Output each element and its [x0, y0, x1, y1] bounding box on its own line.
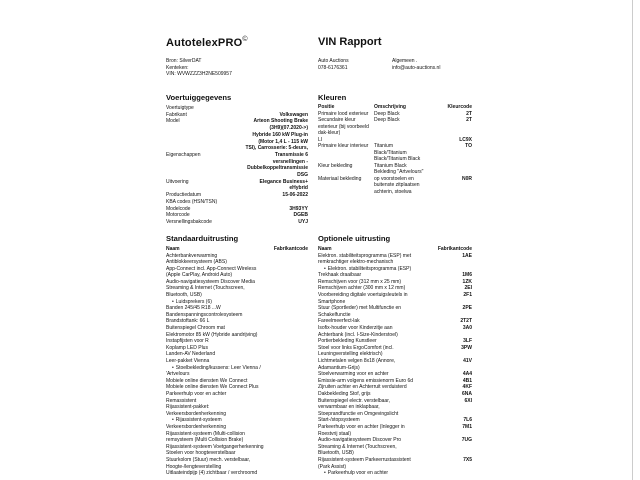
- optional-row: [318, 457, 472, 470]
- colors-section-title: Kleuren: [318, 93, 347, 102]
- standard-row: [166, 312, 308, 319]
- optional-row: [318, 384, 472, 391]
- standard-item-name: • Rijassistent-systeem Verkeersbordenherkenning: [166, 417, 226, 430]
- vehicle-value: Transmissie 6 versnellingen - Dubbelkoppeltransmissie DSG: [247, 151, 308, 179]
- vehicle-key: Versnellingsbakcode: [166, 218, 212, 225]
- colors-row: [318, 143, 472, 163]
- standard-row: [166, 444, 308, 451]
- vehicle-row: [166, 199, 308, 206]
- standard-item-name: Remassistent: [166, 397, 197, 404]
- optional-item-name: • Elektron. stabiliteitsprogramma (ESP): [318, 266, 411, 273]
- optional-item-code: 1ZK: [462, 278, 472, 285]
- vehicle-key: Fabrikant: [166, 111, 187, 118]
- standard-row: [166, 285, 308, 298]
- optional-item-name: Stoelverwarming voor en achter: [318, 371, 389, 378]
- vehicle-value: Volkswagen: [279, 111, 308, 118]
- standard-row: [166, 345, 308, 352]
- standard-row: [166, 384, 308, 391]
- colors-cell-o: Titanium Black/Titanium Black/Titanium Black: [374, 143, 421, 162]
- standard-item-name: Stuurkolom (Stuur) mech. verstelbaar, Hoogte-/lengteverstelling: [166, 456, 251, 470]
- optional-item-code: 4KF: [462, 384, 472, 391]
- standard-item-name: Achterbankverwarming: [166, 252, 218, 259]
- standard-item-name: Elektromotor 85 kW (Hybride aandrijving): [166, 331, 258, 338]
- optional-item-code: 7UG: [461, 437, 472, 444]
- standard-row: [166, 411, 308, 418]
- dealer-info: [318, 58, 398, 71]
- standard-item-name: Uitlaateindpijp (4) zichtbaar / verchroomd: [166, 470, 258, 477]
- vehicle-key: Eigenschappen: [166, 151, 201, 158]
- standard-item-name: Bandenspanningscontrolesysteem: [166, 311, 243, 318]
- optional-item-name: Fareelmeerfect-lak: [318, 318, 360, 325]
- vehicle-key: KBA codes (HSN/TSN): [166, 198, 218, 205]
- standard-item-name: Banden 245/45 R18 ...W: [166, 305, 221, 312]
- vehicle-value: Arteon Shooting Brake (3H9)(07.2020->) Hybride 160 kW Plug-in (Motor 1,4 L - 115 kW TSI), Carrosserie: 5-deurs,: [245, 118, 308, 152]
- optional-item-code: 7X5: [463, 456, 472, 463]
- optional-item-name: Zijruiten achter en Achterruit verduisterd: [318, 384, 407, 391]
- contact-line: info@auto-auctions.nl: [392, 64, 441, 71]
- colors-cell-p: Kleur bekleding: [318, 162, 353, 169]
- optional-row: [318, 318, 472, 325]
- meta-line: Bron: SilverDAT: [166, 58, 202, 64]
- standard-item-name: Verkeersbordenherkenning: [166, 410, 227, 417]
- colors-header-cell: Omschrijving: [374, 104, 406, 110]
- vehicle-key: Uitvoering: [166, 178, 189, 185]
- colors-cell-c: 2T: [466, 117, 472, 123]
- optional-row: [318, 253, 472, 266]
- optional-item-name: Portierbekleding Kunstleer: [318, 338, 377, 345]
- optional-row: [318, 272, 472, 279]
- source-meta: [166, 58, 306, 78]
- standard-item-name: Rijassistent-systeem (Multi-collision remsysteem (Multi Collision Brake): [166, 430, 245, 444]
- optional-row: [318, 325, 472, 338]
- standard-row: [166, 431, 308, 444]
- standard-item-name: Koplamp LED Plus: [166, 344, 208, 351]
- optional-item-code: 1M6: [462, 272, 472, 279]
- vehicle-value: 15-06-2022: [282, 192, 308, 199]
- contact-line: Algemeen .: [392, 58, 418, 64]
- optional-item-name: Audio-navigatiesysteem Discover Pro Streaming & Internet (Touchscreen, Bluetooth, USB): [318, 437, 402, 457]
- colors-cell-c: TO: [465, 143, 472, 149]
- standard-item-name: Stoelen voor hoogteverstelbaar: [166, 450, 236, 457]
- vehicle-value: DGEB: [293, 212, 308, 219]
- optional-row: [318, 279, 472, 286]
- vehicle-key: Voertuigtype: [166, 105, 194, 111]
- optional-item-code: 7M1: [462, 423, 472, 430]
- standard-row: [166, 338, 308, 345]
- optional-item-name: Trekhaak draaibaar: [318, 272, 362, 279]
- vehicle-row: [166, 152, 308, 179]
- optional-item-name: Buitenspiegel electr. verstelbaar, verwarmbaar en inklapbaar, Stoeprandfunctie en Omgevingslicht: [318, 397, 399, 417]
- standard-item-name: Landen-AV Nederland: [166, 351, 216, 358]
- optional-row: [318, 305, 472, 318]
- colors-cell-p: Primaire kleur interieur: [318, 143, 369, 149]
- standard-row: [166, 266, 308, 279]
- optional-item-name: Dakbekleding Stof, grijs: [318, 390, 371, 397]
- brand-title: AutotelexPRO©: [166, 36, 248, 49]
- standard-row: [166, 470, 308, 477]
- vehicle-value: UYJ: [298, 218, 308, 225]
- standard-item-name: Streaming & Internet (Touchscreen, Bluetooth, USB): [166, 285, 245, 299]
- optional-item-code: 2F1: [463, 292, 472, 299]
- optional-row: [318, 391, 472, 398]
- standard-item-name: Mobiele online diensten We Connect: [166, 377, 248, 384]
- optional-row: [318, 378, 472, 385]
- standard-item-name: Mobiele online diensten We Connect Plus: [166, 384, 259, 391]
- colors-cell-o: Titanium Black Bekleding "Artvelours": [374, 162, 424, 175]
- optional-row: [318, 470, 472, 477]
- optional-item-code: 3PW: [461, 344, 472, 351]
- standard-item-name: Buitenspiegel Chroom mat: [166, 325, 225, 332]
- standard-row: [166, 365, 308, 378]
- optional-item-code: 4A4: [462, 371, 472, 378]
- optional-item-code: 2PE: [462, 305, 472, 312]
- standard-row: [166, 358, 308, 365]
- optional-item-name: Remschijven voor (312 mm x 25 mm): [318, 278, 402, 285]
- colors-cell-p: Secundaire kleur exterieur (bij voorbeeld dak-kleur): [318, 117, 369, 136]
- standard-row: [166, 457, 308, 470]
- standard-row: [166, 398, 308, 405]
- colors-cell-c: 2T: [466, 110, 472, 117]
- optional-item-name: • Parkeerhulp voor en achter: [318, 470, 388, 477]
- optional-section-title: Optionele uitrusting: [318, 234, 391, 243]
- colors-row: [318, 176, 472, 196]
- standard-item-name: Leer-pakket Vienna: [166, 358, 210, 364]
- optional-equipment-table: [318, 246, 472, 477]
- colors-cell-o: Deep Black: [374, 110, 400, 117]
- standard-row: [166, 417, 308, 430]
- colors-cell-p: Materiaal bekleding: [318, 175, 362, 182]
- optional-row: [318, 338, 472, 345]
- standard-row: [166, 325, 308, 332]
- optional-item-code: 6XI: [464, 397, 472, 404]
- optional-row: [318, 266, 472, 273]
- optional-item-name: Isofix-houder voor Kinderzitje aan Achterbank (incl. I-Size-Kinderstoel): [318, 325, 398, 338]
- standard-row: [166, 378, 308, 385]
- standard-item-name: • Stoelbekleding/kussens: Leer Vienna / 'Artvelours: [166, 365, 261, 378]
- optional-row: [318, 285, 472, 292]
- standard-row: [166, 391, 308, 398]
- optional-row: [318, 345, 472, 358]
- optional-item-name: Start-/stopsysteem: [318, 417, 360, 424]
- meta-line: VIN: WVWZZZ3H2NE509957: [166, 71, 232, 78]
- vehicle-row: [166, 179, 308, 192]
- optional-item-code: 7L6: [463, 417, 472, 424]
- vehicle-row: [166, 212, 308, 219]
- standard-row: [166, 299, 308, 306]
- standard-item-name: Rijassistent-systeem Voetgangerherkenning: [166, 443, 264, 450]
- optional-header-cell: Fabrikantcode: [437, 246, 472, 252]
- colors-cell-o: op voorstoelen en buitenste zitplaatsen achterin, stoelwa: [374, 175, 420, 195]
- standard-item-name: Parkeerhulp voor en achter: [166, 390, 227, 397]
- standard-item-name: Audio-navigatiesysteem Discover Media: [166, 278, 255, 285]
- standard-section-title: Standaarduitrusting: [166, 234, 239, 243]
- optional-item-code: 41V: [463, 358, 472, 364]
- optional-item-name: Remschijven achter (300 mm x 12 mm): [318, 285, 406, 292]
- standard-item-name: Brandstoftank: 66 L: [166, 318, 210, 325]
- vehicle-row: [166, 118, 308, 152]
- standard-header-cell: Naam: [166, 246, 180, 252]
- vehicle-key: Modelcode: [166, 205, 191, 212]
- optional-item-name: Lichtmetalen velgen 8x18 (Annore, Adamantium-Grijs): [318, 358, 396, 371]
- optional-item-code: 3A0: [462, 325, 472, 332]
- vehicle-row: [166, 192, 308, 199]
- colors-cell-o: Deep Black: [374, 117, 400, 123]
- optional-row: [318, 437, 472, 457]
- dealer-line: Auto Auctions: [318, 58, 349, 64]
- colors-row: [318, 117, 472, 137]
- page-edge-divider: [632, 0, 633, 480]
- vehicle-key: Motorcode: [166, 212, 190, 219]
- optional-row: [318, 424, 472, 437]
- colors-row: [318, 163, 472, 176]
- vehicle-table: [166, 105, 308, 226]
- optional-row: [318, 358, 472, 371]
- optional-item-name: Parkeerhulp voor en achter (Inlegger in Roestvrij staal): [318, 423, 405, 437]
- optional-item-code: 2T2T: [460, 318, 472, 325]
- standard-equipment-table: [166, 246, 308, 477]
- standard-row: [166, 318, 308, 325]
- colors-cell-c: [440, 163, 472, 176]
- standard-item-name: Rijassistent-pakket:: [166, 404, 210, 411]
- vehicle-value: 3H93YY: [289, 205, 308, 212]
- optional-item-code: 1AE: [462, 252, 472, 259]
- standard-row: [166, 450, 308, 457]
- optional-row: [318, 292, 472, 305]
- vehicle-value: Elegance Business+ eHybrid: [259, 178, 308, 192]
- optional-item-name: Stoel voor links ErgoComfort (incl. Leuningverstelling elektrisch): [318, 344, 394, 358]
- colors-header-cell: Kleurcode: [447, 104, 472, 110]
- meta-line: Kenteken:: [166, 64, 189, 71]
- contact-info: [392, 58, 492, 71]
- optional-header-cell: Naam: [318, 246, 332, 252]
- optional-item-code: 2EI: [464, 285, 472, 292]
- optional-item-name: Stuur (Sportleder) met Multifunctie en Schakelfunctie: [318, 305, 402, 318]
- colors-cell-p: LI: [318, 136, 323, 143]
- standard-item-name: • Luidsprekers (6): [166, 299, 212, 306]
- standard-header-cell: Fabrikantcode: [273, 246, 308, 252]
- optional-item-name: Rijassistent-systeem Parkeerrustassistent (Park Assist): [318, 456, 411, 470]
- standard-row: [166, 279, 308, 286]
- vehicle-row: [166, 112, 308, 119]
- colors-cell-c: N0R: [461, 175, 472, 182]
- vehicle-row: [166, 219, 308, 226]
- optional-item-code: 6NA: [461, 390, 472, 397]
- standard-row: [166, 259, 308, 266]
- optional-item-name: Emissie-arm volgens emissienorm Euro 6d: [318, 377, 414, 384]
- vehicle-section-title: Voertuiggegevens: [166, 93, 232, 102]
- colors-header-cell: Positie: [318, 104, 335, 110]
- report-title: VIN Rapport: [318, 36, 382, 48]
- colors-cell-c: LC9X: [459, 136, 472, 143]
- standard-row: [166, 351, 308, 358]
- standard-item-name: Instapfijsten voor R: [166, 338, 209, 345]
- dealer-line: 078-6176361: [318, 64, 348, 71]
- vehicle-key: Model: [166, 118, 180, 125]
- standard-item-name: App-Connect incl. App-Connect Wireless (Apple CarPlay, Android Auto): [166, 265, 257, 279]
- optional-row: [318, 371, 472, 378]
- standard-row: [166, 305, 308, 312]
- vehicle-row: [166, 105, 308, 112]
- standard-row: [166, 253, 308, 260]
- optional-item-code: 4B1: [462, 377, 472, 384]
- optional-item-name: Elektron. stabiliteitsprogramma (ESP) met remkrachtiger elektro-mechanisch: [318, 252, 412, 266]
- standard-row: [166, 332, 308, 339]
- colors-table: [318, 104, 472, 195]
- optional-row: [318, 417, 472, 424]
- optional-item-name: Voorbereiding digitale voertuigsleutels in Smartphone: [318, 292, 408, 305]
- vehicle-key: Productiedatum: [166, 192, 202, 199]
- colors-cell-p: Primaire lood exterieur: [318, 110, 369, 117]
- vehicle-row: [166, 206, 308, 213]
- optional-row: [318, 398, 472, 418]
- standard-row: [166, 404, 308, 411]
- optional-item-code: 3LF: [463, 338, 472, 345]
- standard-item-name: Antiblokkeersysteem (ABS): [166, 259, 227, 266]
